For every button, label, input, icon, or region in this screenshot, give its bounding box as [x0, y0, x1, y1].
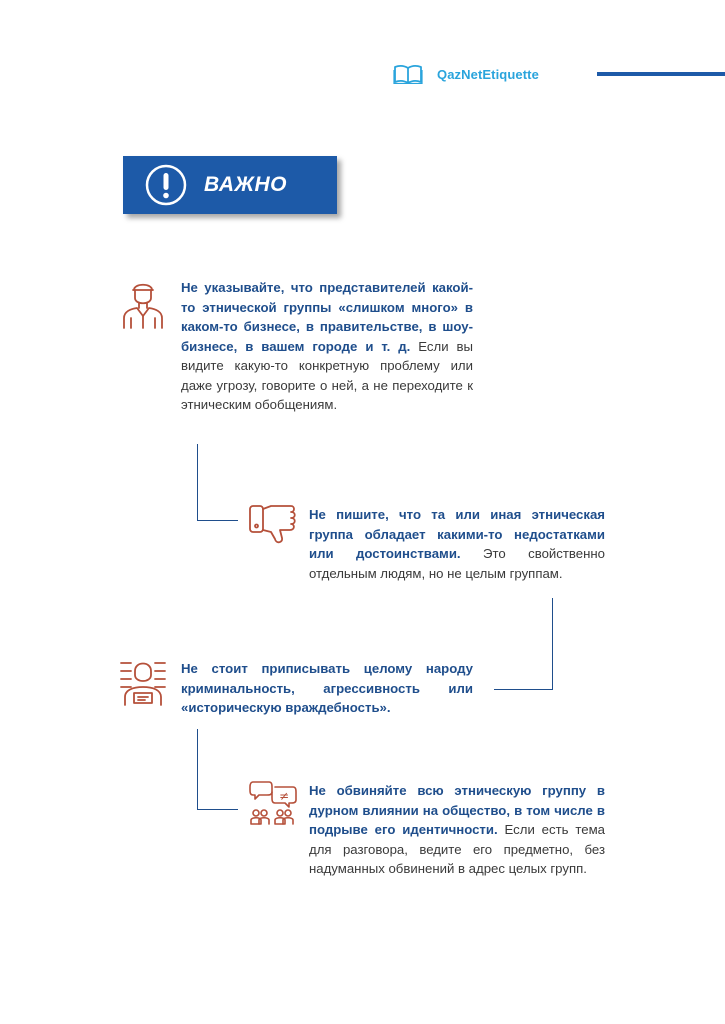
rule-1-bold: Не указывайте, что представителей какой-то этнической группы «слишком много» в каком-то бизнесе, в правительстве, в шоу-бизнесе, в вашем городе и т. д. — [181, 280, 473, 354]
rule-4-text — [309, 781, 605, 879]
connector-3 — [197, 729, 238, 810]
rule-2-rest: Это свойственно отдельным людям, но не целым группам. — [309, 546, 605, 581]
thumbs-down-icon — [247, 503, 299, 545]
rule-4-rest: Если есть тема для разговора, ведите его предметно, без надуманных обвинений в адрес целых групп. — [309, 822, 606, 876]
important-box — [123, 156, 337, 214]
rule-4-bold: Не обвиняйте всю этническую группу в дурном влиянии на общество, в том числе в подрыве его идентичности. — [309, 783, 605, 837]
exclamation-circle-icon — [144, 163, 188, 207]
rule-3-bold: Не стоит приписывать целому народу криминальность, агрессивность или «историческую враждебность». — [181, 661, 473, 715]
svg-text:≠: ≠ — [278, 789, 290, 803]
rule-3-text — [181, 659, 473, 718]
header-accent-line — [597, 72, 725, 76]
rule-2-text — [309, 505, 605, 583]
prisoner-icon — [119, 657, 167, 709]
rule-2-bold: Не пишите, что та или иная этническая группа обладает какими-то недостатками или достоинствами. — [309, 507, 605, 561]
disagreement-group-icon — [247, 778, 299, 828]
person-icon — [120, 278, 166, 332]
important-label: ВАЖНО — [204, 173, 288, 196]
connector-1 — [197, 444, 238, 521]
header — [393, 62, 539, 86]
rule-1-rest: Если вы видите какую-то конкретную проблему или даже угрозу, говорите о ней, а не переходите к этническим обобщениям. — [181, 338, 473, 412]
rule-1-text — [181, 278, 473, 415]
connector-2 — [494, 598, 553, 690]
brand-title: QazNetEtiquette — [437, 66, 539, 82]
open-book-icon — [393, 64, 423, 84]
